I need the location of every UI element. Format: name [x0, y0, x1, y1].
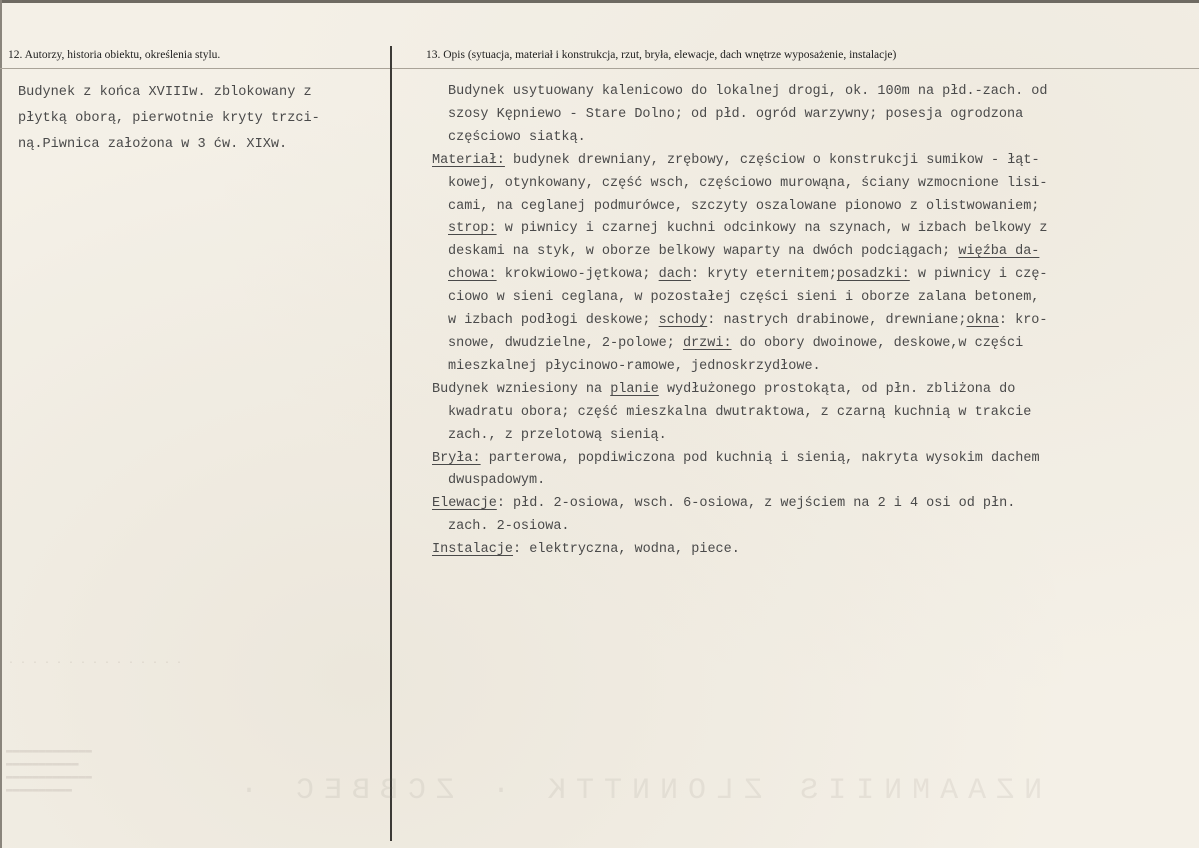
field-13-text — [432, 81, 1192, 562]
text-span: Budynek wzniesiony na — [432, 381, 611, 397]
text-span: do obory dwoinowe, deskowe,w części — [731, 335, 1024, 351]
text-line: kwadratu obora; część mieszkalna dwutraktowa, z czarną kuchnią w trakcie — [448, 404, 1032, 420]
instalacje-label: Instalacje — [432, 542, 514, 558]
text-line — [432, 241, 1192, 264]
text-line: szosy Kępniewo - Stare Dolno; od płd. ogród warzywny; posesja ogrodzona — [448, 106, 1024, 122]
strop-label: strop: — [448, 221, 497, 237]
posadzki-label: posadzki: — [836, 267, 910, 283]
drzwi-label: drzwi: — [682, 335, 732, 351]
text-line — [432, 150, 1192, 173]
field-12-line: płytką oborą, pierwotnie kryty trzci- — [18, 111, 320, 126]
header-rule — [0, 68, 1199, 69]
text-line — [432, 310, 1192, 333]
bleed-through-line: · · · · · · · · · · · · · · · — [8, 658, 183, 669]
text-line — [432, 333, 1192, 356]
text-line: kowej, otynkowany, część wsch, częściowo murowąna, ściany wzmocnione lisi- — [448, 175, 1048, 191]
wiezba-label-cont: chowa: — [448, 267, 497, 283]
dach-label: dach — [658, 267, 692, 283]
field-12-text — [18, 80, 384, 158]
text-span: : płd. 2-osiowa, wsch. 6-osiowa, z wejściem na 2 i 4 osi od płn. — [496, 496, 1016, 512]
bryla-label: Bryła: — [432, 450, 481, 466]
text-line: częściowo siatką. — [448, 129, 586, 145]
schody-label: schody — [658, 313, 708, 329]
bleed-through-text: NZAAMNIIS ZLONNTTK · ZCBBEC · — [230, 774, 1043, 808]
text-span: parterowa, popdiwiczona pod kuchnią i sienią, nakryta wysokim dachem — [480, 450, 1040, 466]
text-line: Budynek usytuowany kalenicowo do lokalnej drogi, ok. 100m na płd.-zach. od — [448, 84, 1048, 99]
text-line: zach. 2-osiowa. — [448, 519, 570, 535]
plan-label: planie — [610, 381, 659, 397]
text-line: ciowo w sieni ceglana, w pozostałej części sieni i oborze zalana betonem, — [448, 290, 1040, 306]
left-edge — [0, 0, 2, 848]
text-span: snowe, dwudzielne, 2-polowe; — [448, 335, 683, 351]
text-line: cami, na ceglanej podmurówce, szczyty oszalowane pionowo z olistwowaniem; — [448, 198, 1040, 214]
text-span: : kryty eternitem; — [691, 267, 837, 283]
text-line: dwuspadowym. — [448, 473, 546, 489]
column-divider — [390, 46, 392, 841]
text-line — [432, 448, 1192, 471]
wiezba-label: więźba da- — [958, 244, 1040, 260]
text-line: zach., z przelotową sienią. — [448, 427, 667, 443]
text-line: mieszkalnej płycinowo-ramowe, jednoskrzydłowe. — [448, 358, 821, 374]
text-line — [432, 379, 1192, 402]
okna-label: okna — [966, 313, 999, 329]
text-line — [432, 264, 1192, 287]
text-span: : elektryczna, wodna, piece. — [513, 542, 740, 558]
top-edge — [0, 0, 1199, 3]
field-13-header: 13. Opis (sytuacja, materiał i konstrukcja, rzut, bryła, elewacje, dach wnętrze wyposażenie, instalacje) — [426, 49, 897, 61]
field-12-line: Budynek z końca XVIIIw. zblokowany z — [18, 85, 312, 100]
text-line — [432, 539, 1192, 562]
elewacje-label: Elewacje — [432, 496, 497, 512]
text-span: krokwiowo-jętkowa; — [496, 267, 659, 283]
text-span: wydłużonego prostokąta, od płn. zbliżona do — [658, 381, 1016, 397]
text-line — [432, 493, 1192, 516]
text-span: deskami na styk, w oborze belkowy waparty na dwóch podciągach; — [448, 244, 959, 260]
field-12-line: ną.Piwnica założona w 3 ćw. XIXw. — [18, 137, 288, 152]
text-span: : kro- — [998, 313, 1048, 329]
text-line — [432, 218, 1192, 241]
text-span: w piwnicy i czę- — [909, 267, 1048, 283]
field-12-header: 12. Autorzy, historia obiektu, określenia stylu. — [8, 49, 221, 61]
text-span: : nastrych drabinowe, drewniane; — [707, 313, 967, 329]
bleed-through-block: ▬▬▬▬▬▬▬▬▬▬▬▬▬ ▬▬▬▬▬▬▬▬▬▬▬ ▬▬▬▬▬▬▬▬▬▬▬▬▬ ▬▬▬▬▬▬▬▬▬▬ — [6, 745, 92, 796]
material-label: Materiał: — [432, 152, 505, 168]
text-span: budynek drewniany, zrębowy, częściow o konstrukcji sumikow - łąt- — [504, 152, 1040, 168]
text-span: w izbach podłogi deskowe; — [448, 313, 659, 329]
text-span: w piwnicy i czarnej kuchni odcinkowy na szynach, w izbach belkowy z — [496, 221, 1048, 237]
